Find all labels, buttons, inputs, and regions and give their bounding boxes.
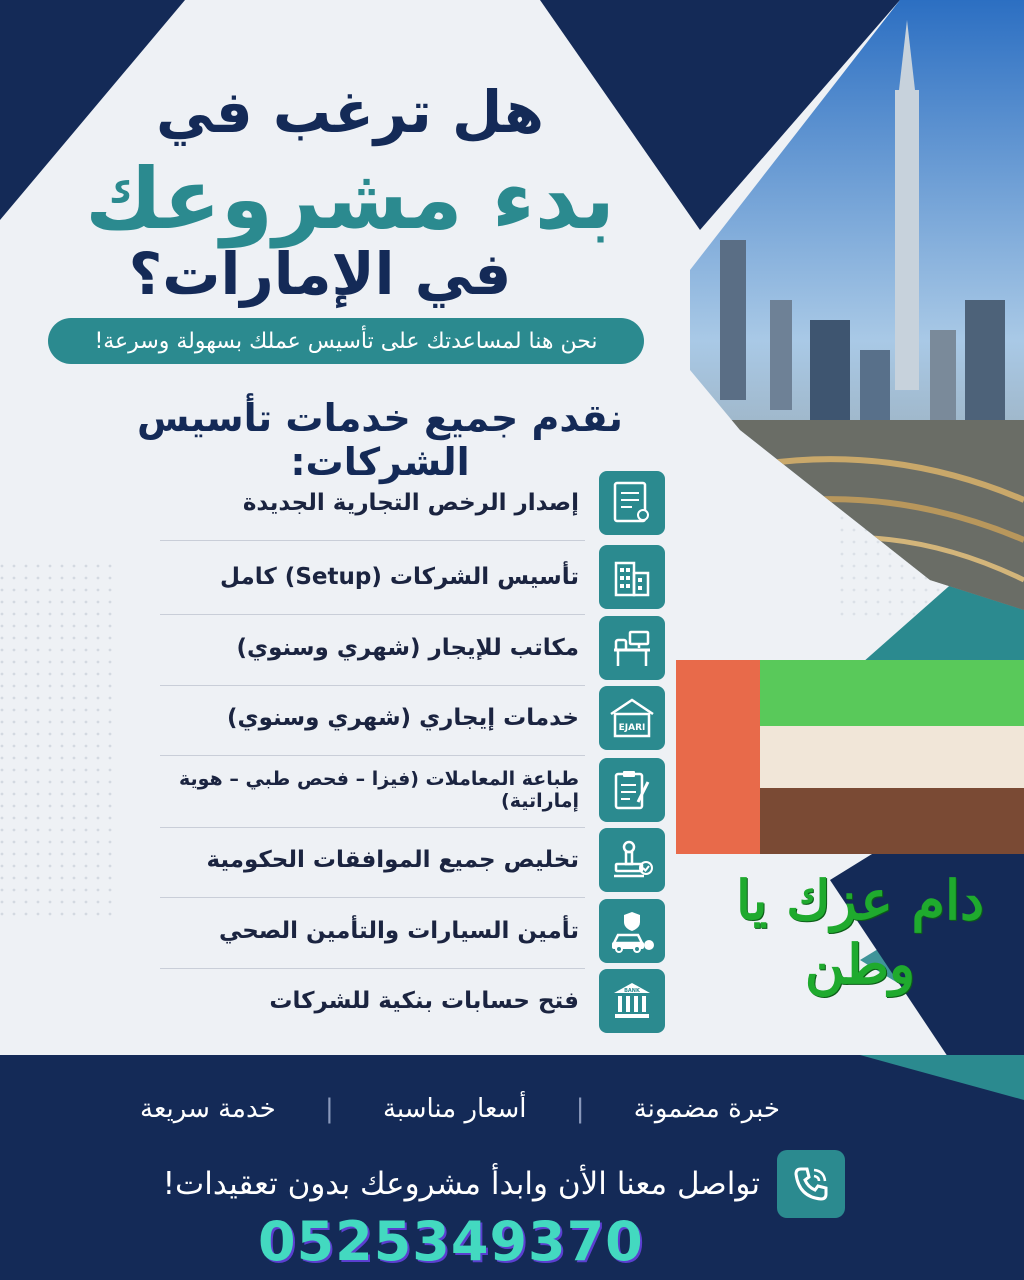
slogan-text: دام عزك يا وطن xyxy=(735,868,985,996)
clipboard-pen-icon xyxy=(599,758,665,822)
feature-divider: | xyxy=(575,1094,585,1124)
ejari-house-icon xyxy=(599,686,665,750)
license-certificate-icon xyxy=(599,471,665,535)
service-item-insurance xyxy=(120,897,665,965)
feature-fast-service: خدمة سريعة xyxy=(140,1094,276,1124)
ejari-icon-text: EJARI xyxy=(618,723,646,733)
office-desk-icon xyxy=(599,616,665,680)
service-label: مكاتب للإيجار (شهري وسنوي) xyxy=(236,635,579,661)
features-row xyxy=(140,1094,780,1124)
bank-icon-text: BANK xyxy=(624,988,640,994)
divider xyxy=(160,540,585,541)
service-label: فتح حسابات بنكية للشركات xyxy=(269,988,579,1014)
service-label: تأسيس الشركات (Setup) كامل xyxy=(220,564,579,590)
buildings-icon xyxy=(599,545,665,609)
service-item-transactions xyxy=(120,756,665,824)
service-label: إصدار الرخص التجارية الجديدة xyxy=(242,490,579,516)
service-label: خدمات إيجاري (شهري وسنوي) xyxy=(227,705,579,731)
headline-line2: بدء مشروعك xyxy=(85,150,615,248)
car-shield-icon xyxy=(599,899,665,963)
subtitle-text: نحن هنا لمساعدتك على تأسيس عملك بسهولة وسرعة! xyxy=(94,328,598,354)
subtitle-pill xyxy=(48,318,644,364)
service-label: تخليص جميع الموافقات الحكومية xyxy=(206,847,579,873)
contact-text: تواصل معنا الأن وابدأ مشروعك بدون تعقيدات! xyxy=(162,1166,760,1202)
uae-flag-image xyxy=(676,660,1024,854)
feature-divider: | xyxy=(324,1094,334,1124)
service-item-ejari xyxy=(120,684,665,752)
service-item-bank xyxy=(120,967,665,1035)
bank-icon xyxy=(599,969,665,1033)
phone-number[interactable]: 0525349370 xyxy=(258,1210,644,1273)
service-item-approvals xyxy=(120,826,665,894)
services-heading: نقدم جميع خدمات تأسيس الشركات: xyxy=(137,396,623,484)
feature-guaranteed-experience: خبرة مضمونة xyxy=(633,1094,780,1124)
service-item-setup xyxy=(120,543,665,611)
feature-fair-prices: أسعار مناسبة xyxy=(382,1094,527,1124)
phone-call-icon[interactable] xyxy=(777,1150,845,1218)
service-item-offices xyxy=(120,614,665,682)
headline-line3: في الإمارات؟ xyxy=(128,240,512,308)
headline-line1: هل ترغب في xyxy=(156,78,544,146)
stamp-approval-icon xyxy=(599,828,665,892)
service-item-license xyxy=(120,469,665,537)
slogan-calligraphy xyxy=(700,868,1020,996)
service-label: تأمين السيارات والتأمين الصحي xyxy=(218,918,579,944)
service-label: طباعة المعاملات (فيزا – فحص طبي – هوية إماراتية) xyxy=(178,768,579,812)
